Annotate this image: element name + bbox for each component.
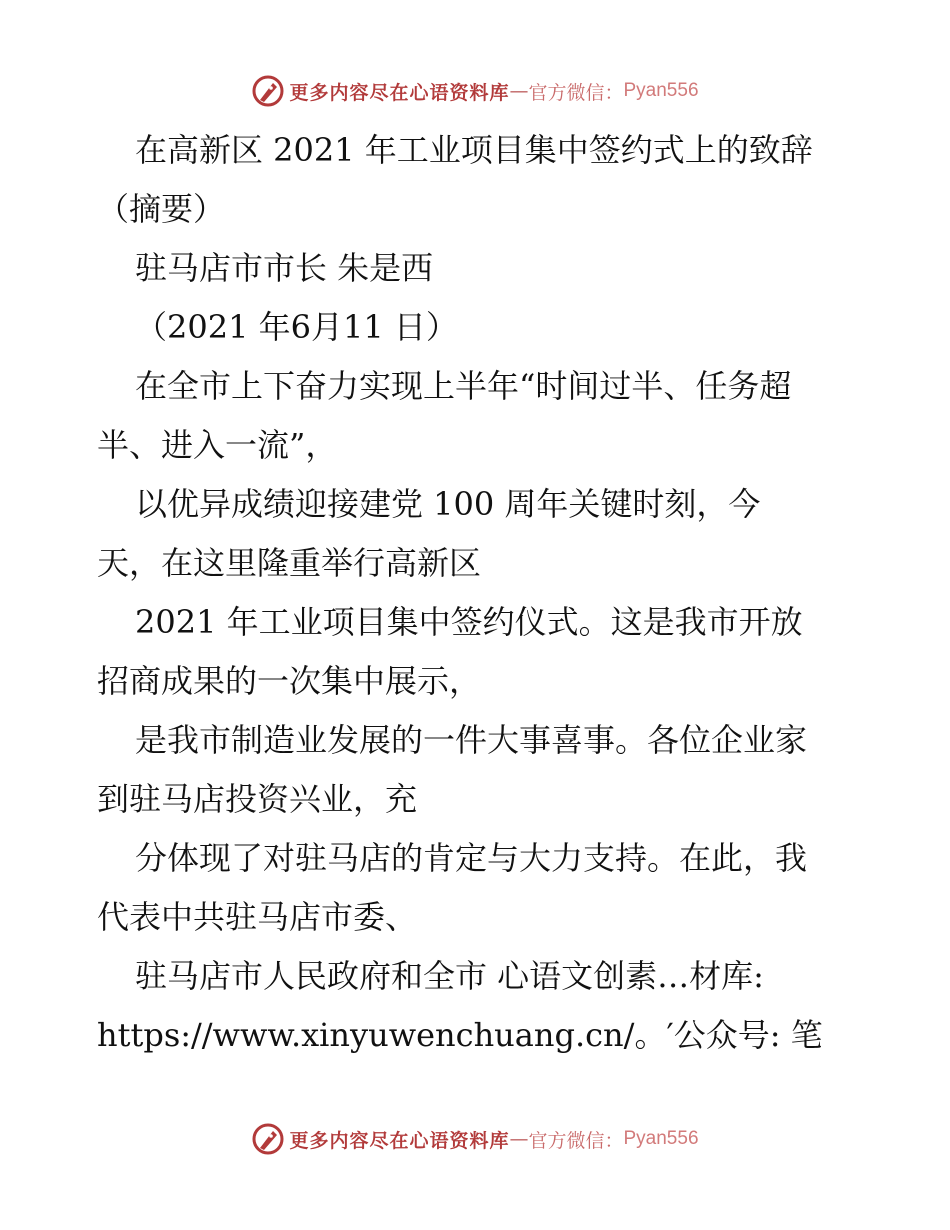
pen-nib-logo-icon <box>251 74 285 108</box>
pen-nib-logo-icon <box>251 1122 285 1156</box>
document-body <box>97 121 887 1065</box>
watermark-separator: — <box>509 1128 529 1150</box>
paragraph-line: 2021 年工业项目集中签约仪式。这是我市开放 <box>135 603 803 641</box>
document-author: 驻马店市市长 朱是西 <box>135 249 434 287</box>
paragraph-line: 驻马店市人民政府和全市 心语文创素…材库: <box>135 957 764 995</box>
paragraph-line: 在全市上下奋力实现上半年“时间过半、任务超 <box>135 367 792 405</box>
paragraph-line: 代表中共驻马店市委、 <box>97 898 418 936</box>
document-date: （2021 年6月11 日） <box>135 308 458 346</box>
watermark-wechat-id: Pyan556 <box>623 1128 699 1149</box>
document-title: 在高新区 2021 年工业项目集中签约式上的致辞 <box>135 131 813 169</box>
paragraph-line-url: https://www.xinyuwenchuang.cn/。′公众号: 笔 <box>97 1016 823 1054</box>
paragraph-line: 招商成果的一次集中展示， <box>97 662 482 700</box>
paragraph-line: 到驻马店投资兴业，充 <box>97 780 418 818</box>
watermark-footer <box>0 1119 950 1159</box>
watermark-site-text: 更多内容尽在心语资料库 <box>289 1129 510 1152</box>
watermark-wechat-label: 官方微信： <box>528 1129 624 1152</box>
paragraph-line: 分体现了对驻马店的肯定与大力支持。在此，我 <box>135 839 808 877</box>
paragraph-line: 以优异成绩迎接建党 100 周年关键时刻，今 <box>135 485 761 523</box>
paragraph-line: 天，在这里隆重举行高新区 <box>97 544 482 582</box>
watermark-wechat-label: 官方微信： <box>528 81 624 104</box>
watermark-wechat-id: Pyan556 <box>623 80 699 101</box>
paragraph-line: 是我市制造业发展的一件大事喜事。各位企业家 <box>135 721 808 759</box>
watermark-header <box>0 71 950 111</box>
watermark-separator: — <box>509 80 529 102</box>
paragraph-line: 半、进入一流”， <box>97 426 338 464</box>
watermark-site-text: 更多内容尽在心语资料库 <box>289 81 510 104</box>
document-title-suffix: （摘要） <box>97 190 226 228</box>
